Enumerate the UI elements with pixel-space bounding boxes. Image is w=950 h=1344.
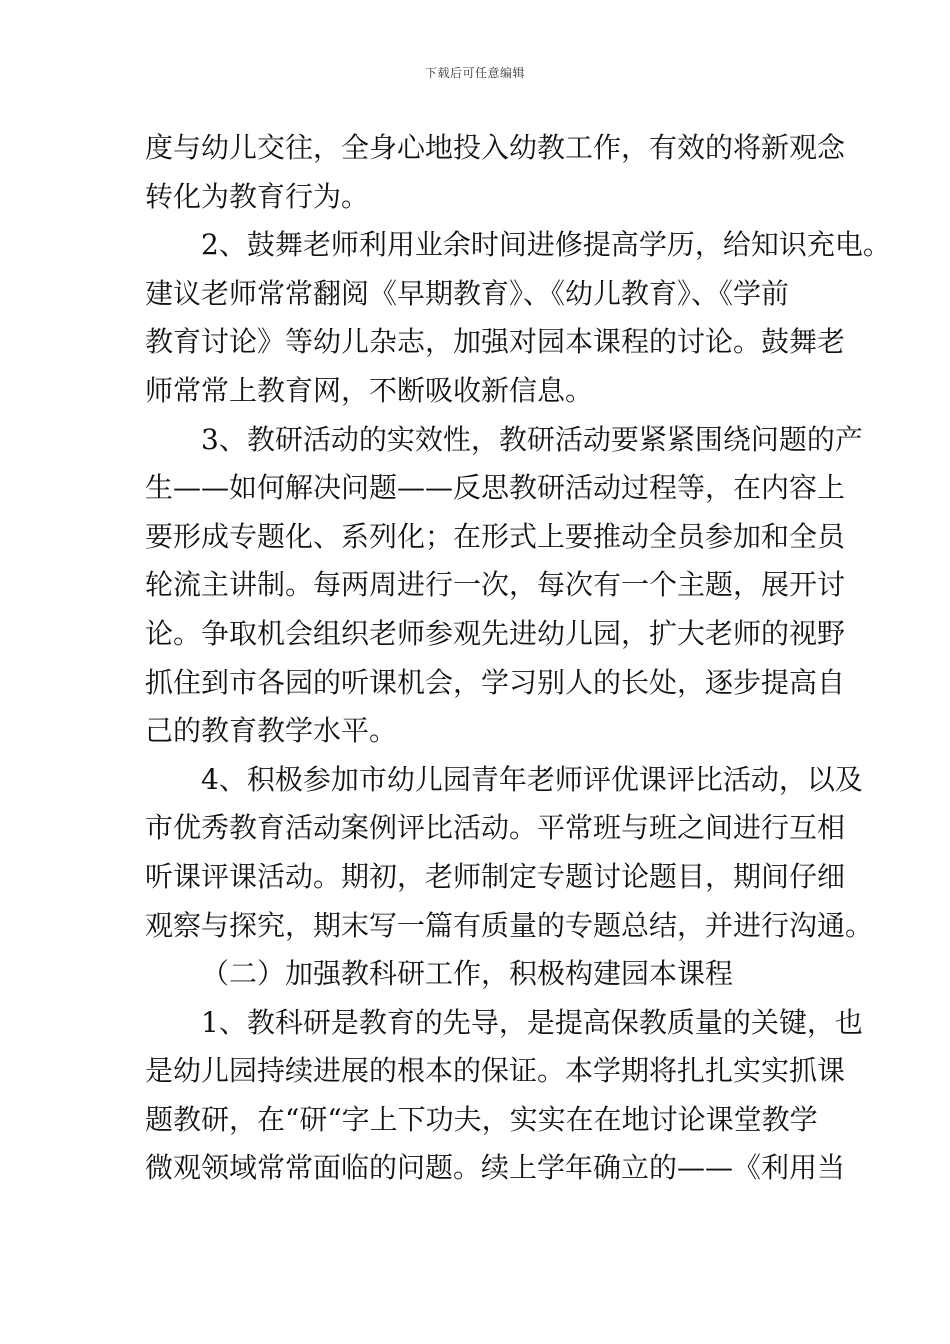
document-body [145,124,891,1193]
text-line: 建议老师常常翻阅《早期教育》、《幼儿教育》、《学前 [145,276,790,310]
page-header: 下载后可任意编辑 [424,66,525,80]
text-line: 教育讨论》等幼儿杂志，加强对园本课程的讨论。鼓舞老 [145,325,846,359]
text-line: 3、教研活动的实效性，教研活动要紧紧围绕问题的产 [201,422,863,456]
text-line: 生——如何解决问题——反思教研活动过程等，在内容上 [145,471,846,505]
text-line: 是幼儿园持续进展的根本的保证。本学期将扎扎实实抓课 [145,1054,846,1088]
text-line: 听课评课活动。期初，老师制定专题讨论题目，期间仔细 [145,859,846,893]
text-line: 己的教育教学水平。 [145,714,398,748]
text-line: 度与幼儿交往，全身心地投入幼教工作，有效的将新观念 [145,131,846,164]
text-line: （二）加强教科研工作，积极构建园本课程 [201,957,734,991]
text-line: 转化为教育行为。 [145,179,370,213]
text-line: 1、教科研是教育的先导，是提高保教质量的关键，也 [201,1005,863,1039]
text-line: 轮流主讲制。每两周进行一次，每次有一个主题，展开讨 [145,568,846,602]
text-line: 2、鼓舞老师利用业余时间进修提高学历，给知识充电。 [201,228,891,262]
text-line: 要形成专题化、系列化；在形式上要推动全员参加和全员 [145,519,846,553]
text-line: 观察与探究，期末写一篇有质量的专题总结，并进行沟通。 [145,908,874,942]
text-line: 抓住到市各园的听课机会，学习别人的长处，逐步提高自 [145,665,846,699]
text-line: 论。争取机会组织老师参观先进幼儿园，扩大老师的视野 [145,616,846,650]
text-line: 微观领域常常面临的问题。续上学年确立的——《利用当 [145,1151,846,1185]
text-line: 4、积极参加市幼儿园青年老师评优课评比活动，以及 [201,762,863,796]
text-line: 市优秀教育活动案例评比活动。平常班与班之间进行互相 [145,811,846,845]
text-line: 题教研，在“研“字上下功夫，实实在在地讨论课堂教学 [145,1102,818,1136]
text-line: 师常常上教育网，不断吸收新信息。 [145,373,594,407]
